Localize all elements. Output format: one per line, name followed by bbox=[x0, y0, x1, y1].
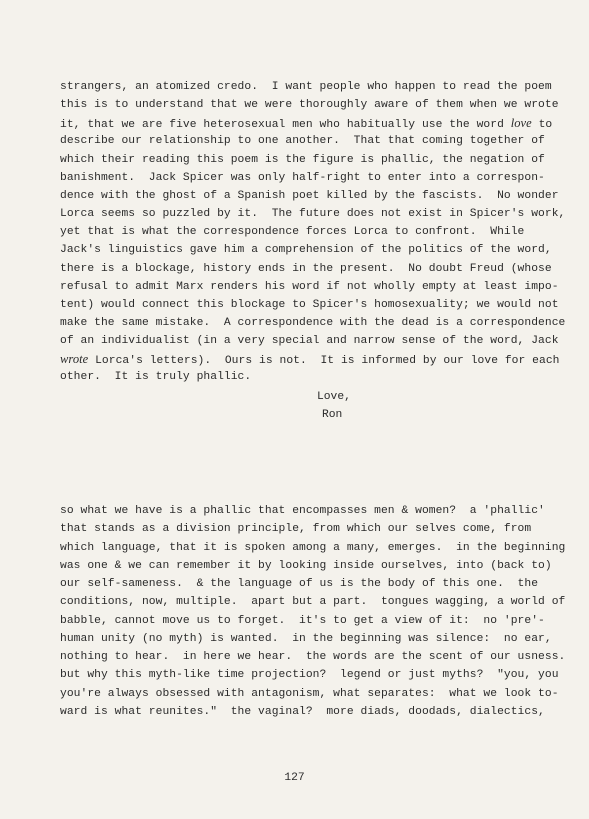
poem-line: conditions, now, multiple. apart but a part. tongues wagging, a world of bbox=[60, 596, 566, 609]
letter-line: wrote Lorca's letters). Ours is not. It is informed by our love for each bbox=[60, 352, 560, 368]
letter-line: Jack's linguistics gave him a comprehension of the politics of the word, bbox=[60, 244, 552, 257]
poem-line: that stands as a division principle, from which our selves come, from bbox=[60, 523, 532, 536]
closing: Love, bbox=[317, 391, 351, 403]
letter-line: strangers, an atomized credo. I want people who happen to read the poem bbox=[60, 81, 552, 93]
letter-line: banishment. Jack Spicer was only half-right to enter into a correspon- bbox=[60, 171, 545, 184]
poem-line: our self-sameness. & the language of us is the body of this one. the bbox=[60, 578, 539, 590]
italic-word: love bbox=[510, 116, 532, 131]
poem-line: human unity (no myth) is wanted. in the beginning was silence: no ear, bbox=[60, 632, 552, 645]
letter-line: there is a blockage, history ends in the present. No doubt Freud (whose bbox=[60, 262, 552, 275]
poem-line: you're always obsessed with antagonism, what separates: what we look to- bbox=[60, 687, 559, 700]
letter-line: refusal to admit Marx renders his word if not wholly empty at least impo- bbox=[60, 280, 559, 293]
letter-line: make the same mistake. A correspondence with the dead is a correspondence bbox=[60, 316, 566, 329]
letter-line: tent) would connect this blockage to Spicer's homosexuality; we would not bbox=[60, 298, 559, 311]
letter-line: describe our relationship to one another. That that coming together of bbox=[60, 135, 545, 148]
letter-line: it, that we are five heterosexual men who habitually use the word love to bbox=[60, 116, 553, 132]
letter-line: yet that is what the correspondence forces Lorca to confront. While bbox=[60, 226, 525, 239]
signature: Ron bbox=[322, 409, 343, 421]
poem-line: so what we have is a phallic that encompasses men & women? a 'phallic' bbox=[60, 505, 545, 517]
letter-line: dence with the ghost of a Spanish poet killed by the fascists. No wonder bbox=[60, 189, 559, 202]
page-number: 127 bbox=[284, 772, 305, 784]
letter-line: of an individualist (in a very special and narrow sense of the word, Jack bbox=[60, 335, 559, 348]
letter-line: which their reading this poem is the figure is phallic, the negation of bbox=[60, 153, 545, 166]
poem-line: ward is what reunites." the vaginal? more diads, doodads, dialectics, bbox=[60, 705, 545, 718]
poem-line: nothing to hear. in here we hear. the words are the scent of our usness. bbox=[60, 651, 566, 663]
poem-line: which language, that it is spoken among a many, emerges. in the beginning bbox=[60, 541, 566, 554]
italic-word: wrote bbox=[60, 352, 89, 367]
poem-line: babble, cannot move us to forget. it's to get a view of it: no 'pre'- bbox=[60, 614, 545, 627]
poem-line: but why this myth-like time projection? legend or just myths? "you, you bbox=[60, 669, 559, 682]
letter-line: this is to understand that we were thoroughly aware of them when we wrote bbox=[60, 99, 559, 112]
letter-line: Lorca seems so puzzled by it. The future does not exist in Spicer's work, bbox=[60, 208, 566, 221]
poem-line: was one & we can remember it by looking inside ourselves, into (back to) bbox=[60, 559, 552, 572]
letter-line: other. It is truly phallic. bbox=[60, 371, 252, 384]
